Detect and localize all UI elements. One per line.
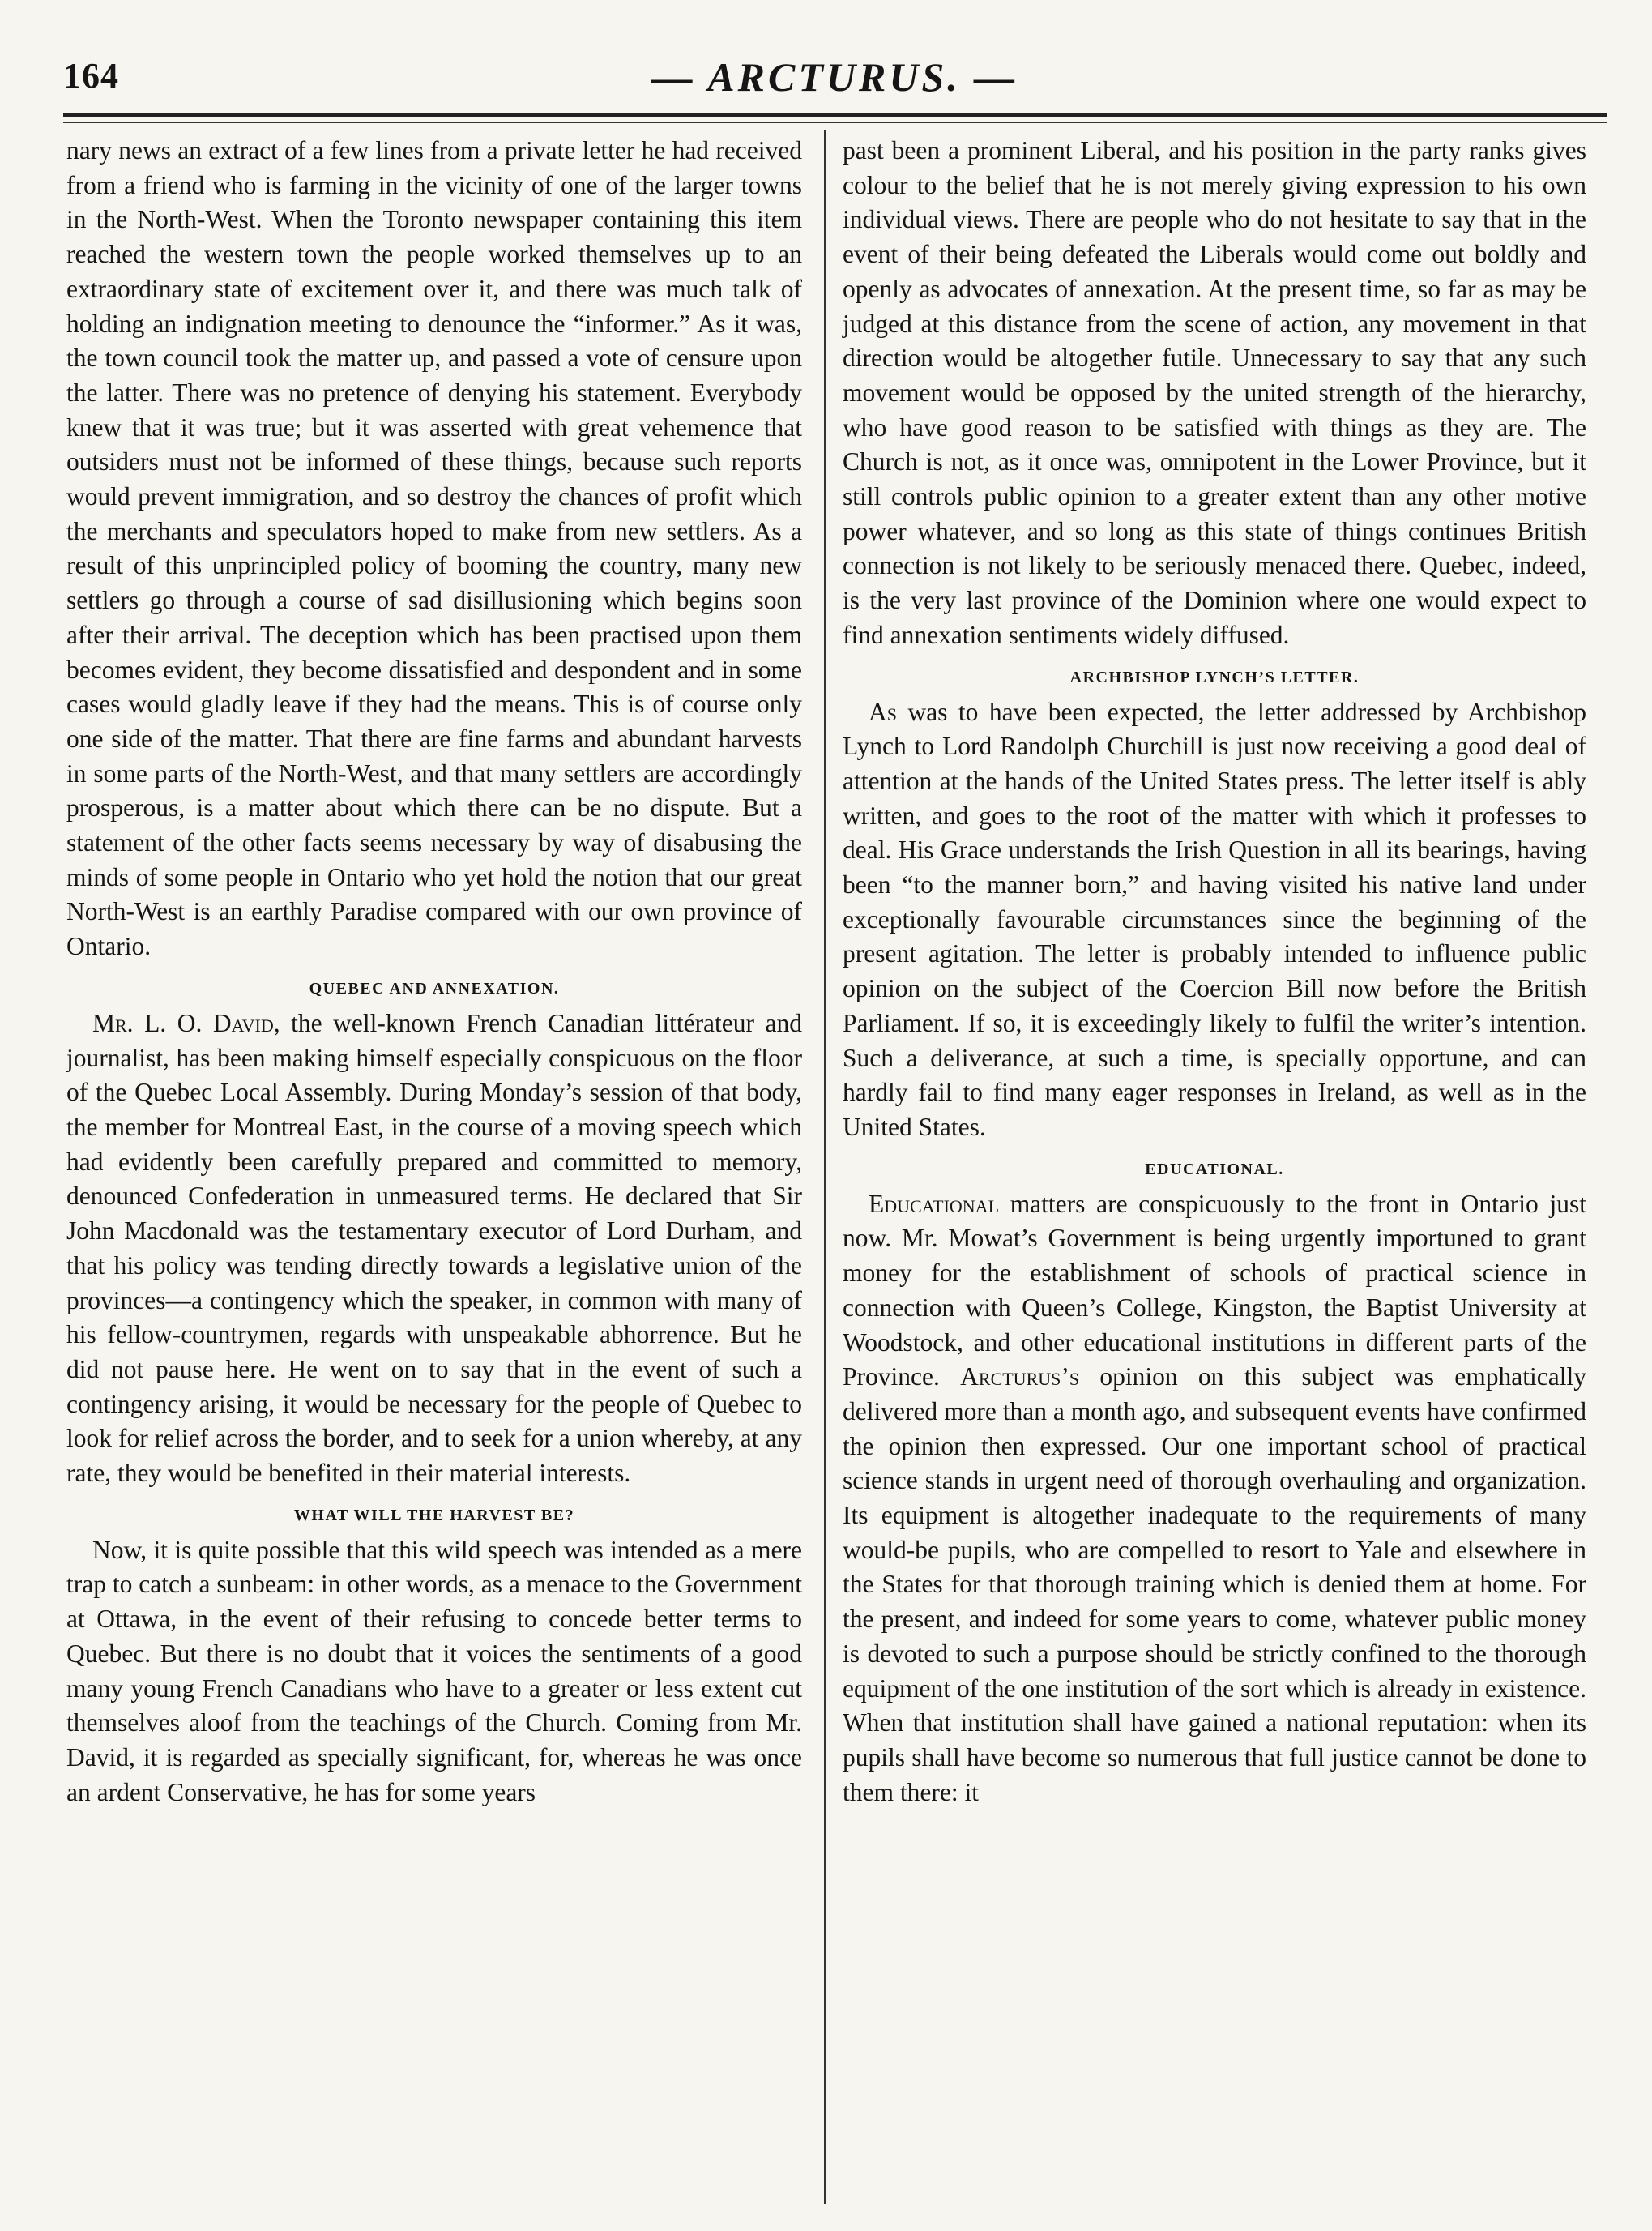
page-header (63, 47, 1607, 120)
paragraph-body: matters are conspicuously to the front in Ontario just now. Mr. Mowat’s Government is being urgently importuned to grant money for the establishment of schools of practical science in connection with Queen’s College, Kingston, the Baptist University at Woodstock, and other educational institutions in different parts of the Province. (843, 1189, 1586, 1391)
paragraph-harvest: Now, it is quite possible that this wild speech was intended as a mere trap to catch a sunbeam: in other words, as a menace to the Government at Ottawa, in the event of their refusing to concede better terms to Quebec. But there is no doubt that it voices the sentiments of a good many young French Canadians who have to a greater or less extent cut themselves aloof from the teachings of the Church. Coming from Mr. David, it is regarded as specially significant, for, whereas he was once an ardent Conservative, he has for some years (66, 1535, 802, 1806)
heading-archbishop-letter: ARCHBISHOP LYNCH’S LETTER. (1069, 668, 1360, 686)
lead-words: As (869, 697, 897, 726)
heading-quebec-annexation: QUEBEC AND ANNEXATION. (309, 979, 560, 998)
paragraph-body: was to have been expected, the letter addressed by Archbishop Lynch to Lord Randolph Churchill is just now receiving a good deal of attention at the hands of the United States press. The letter itself is ably written, and goes to the root of the matter with which it professes to deal. His Grace understands the Irish Question in all its bearings, having been “to the manner born,” and having visited his native land under exceptionally favourable circumstances since the beginning of the present agitation. The letter is probably intended to influence public opinion on the subject of the Coercion Bill now before the British Parliament. If so, it is exceedingly likely to fulfil the writer’s intention. Such a deliverance, at such a time, is specially opportune, and can hardly fail to find many eager responses in Ireland, as well as in the United States. (843, 697, 1586, 1141)
arcturus-mention: Arcturus’s (960, 1362, 1080, 1391)
lead-words: Educational (869, 1189, 1000, 1218)
paragraph-north-west: nary news an extract of a few lines from a private letter he had received from a friend who is farming in the vicinity of one of the larger towns in the North-West. When the Toronto newspaper containing this item reached the western town the people worked themselves up to an extraordinary state of excitement over it, and there was much talk of holding an indignation meeting to denounce the “informer.” As it was, the town council took the matter up, and passed a vote of censure upon the latter. There was no pretence of denying his statement. Everybody knew that it was true; but it was asserted with great vehemence that outsiders must not be informed of these things, because such reports would prevent immigration, and so destroy the chances of profit which the merchants and speculators hoped to make from new settlers. As a result of this unprincipled policy of booming the country, many new settlers go through a course of sad disillusioning which begins soon after their arrival. The deception which has been practised upon them becomes evident, they become dissatisfied and despondent and in some cases would gladly leave if they had the means. This is of course only one side of the matter. That there are fine farms and abundant harvests in some parts of the North-West, and that many settlers are accordingly prosperous, is a matter about which there can be no dispute. But a statement of the other facts seems necessary by way of disabusing the minds of some people in Ontario who yet hold the notion that our great North-West is an earthly Paradise compared with our own province of Ontario. (66, 136, 802, 961)
left-column (66, 134, 802, 2199)
lead-words: Mr. L. O. David, (92, 1008, 280, 1037)
paragraph-liberal: past been a prominent Liberal, and his position in the party ranks gives colour to the belief that he is not merely giving expression to his own individual views. There are people who do not hesitate to say that in the event of their being defeated the Liberals would come out boldly and openly as advocates of annexation. At the present time, so far as may be judged at this distance from the scene of action, any movement in that direction would be altogether futile. Unnecessary to say that any such movement would be opposed by the united strength of the hierarchy, who have good reason to be satisfied with things as they are. The Church is not, as it once was, omnipotent in the Lower Province, but it still controls public opinion to a greater extent than any other motive power whatever, and so long as this state of things continues British connection is not likely to be seriously menaced there. Quebec, indeed, is the very last province of the Dominion where one would expect to find annexation sentiments widely diffused. (843, 136, 1586, 649)
heading-harvest: WHAT WILL THE HARVEST BE? (293, 1506, 575, 1524)
header-rule-thin (63, 122, 1607, 123)
paragraph-body-continued: opinion on this subject was emphatically delivered more than a month ago, and subsequent events have confirmed the opinion then expressed. Our one important school of practical science stands in urgent need of thorough overhauling and organization. Its equipment is altogether inadequate to the requirements of many would-be pupils, who are compelled to resort to Yale and elsewhere in the States for that thorough training which is denied them at home. For the present, and indeed for some years to come, whatever public money is devoted to such a purpose should be strictly confined to the thorough equipment of the one institution of the sort which is already in existence. When that institution shall have gained a national reputation: when its pupils shall have become so numerous that full justice cannot be done to them there: it (843, 1362, 1586, 1806)
page-number: 164 (63, 56, 119, 96)
right-column (843, 134, 1586, 2199)
heading-educational: EDUCATIONAL. (1145, 1160, 1284, 1178)
paragraph-educational (843, 1187, 1586, 1810)
paragraph-body: the well-known French Canadian littérateur and journalist, has been making himself especially conspicuous on the floor of the Quebec Local Assembly. During Monday’s session of that body, the member for Montreal East, in the course of a moving speech which had evidently been carefully prepared and committed to memory, denounced Confederation in unmeasured terms. He declared that Sir John Macdonald was the testamentary executor of Lord Durham, and that his policy was tending directly towards a legislative union of the provinces—a contingency which the speaker, in common with many of his fellow-countrymen, regards with unspeakable abhorrence. But he did not pause here. He went on to say that in the event of such a contingency arising, it would be necessary for the people of Quebec to look for relief across the border, and to seek for a union whereby, at any rate, they would be benefited in their material interests. (66, 1008, 803, 1488)
column-divider (824, 130, 826, 2204)
header-rule-thick (63, 113, 1607, 117)
paragraph-quebec-annexation (66, 1007, 802, 1491)
masthead-title: — ARCTURUS. — (651, 54, 1018, 100)
paragraph-archbishop-letter (843, 695, 1586, 1145)
